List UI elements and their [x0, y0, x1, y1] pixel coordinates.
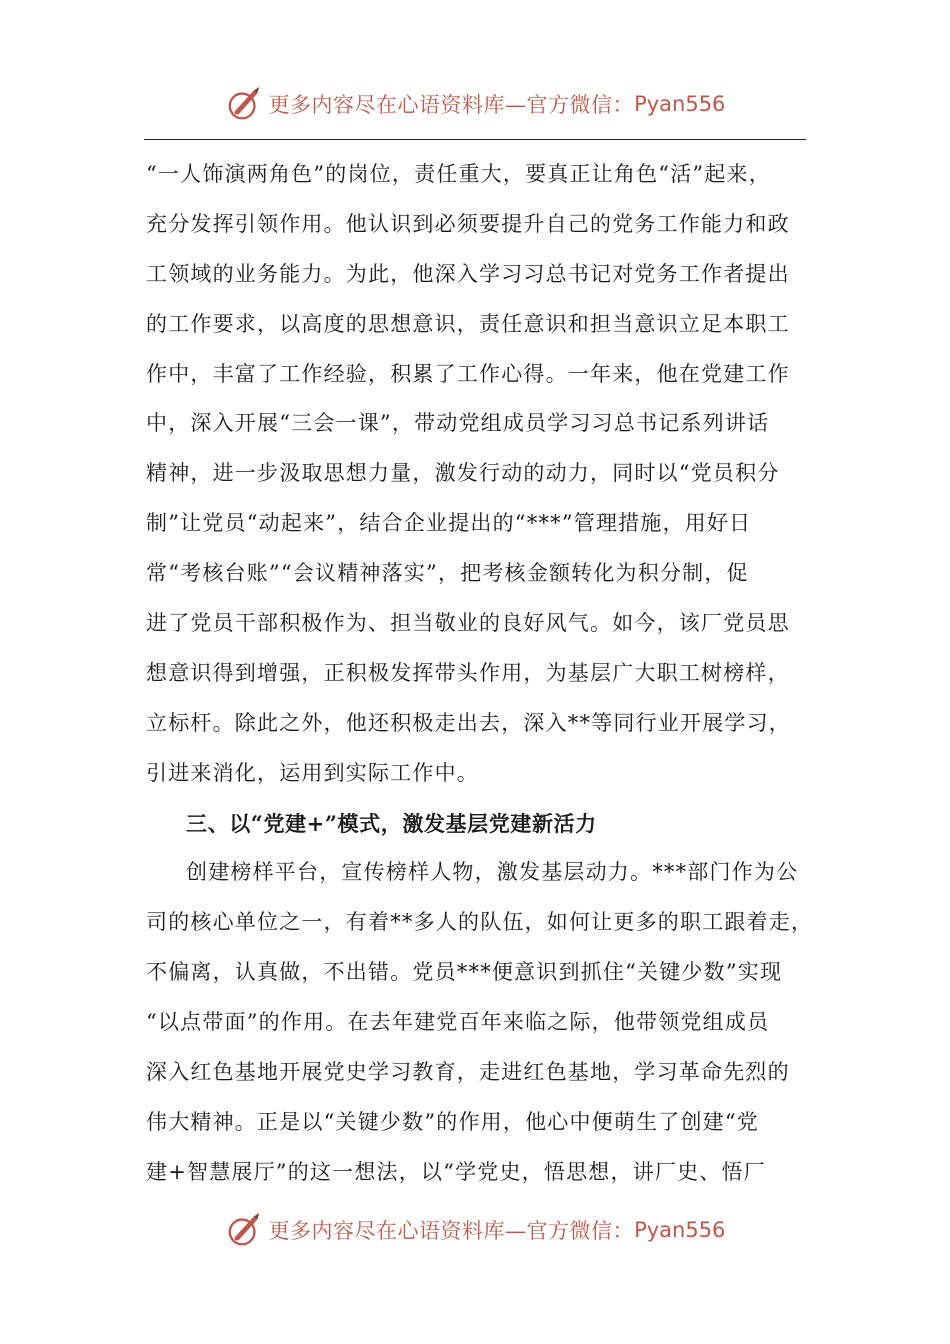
banner-site-text: 更多内容尽在心语资料库—官方微信： — [268, 93, 635, 117]
section-line: 伟大精神。正是以“关键少数”的作用，他心中便萌生了创建“党 — [146, 1109, 760, 1134]
body-line: 进了党员干部积极作为、担当敬业的良好风气。如今，该厂党员思 — [146, 611, 790, 636]
body-line: 常“考核台账”“会议精神落实”，把考核金额转化为积分制，促 — [146, 561, 749, 586]
banner-wechat-id: Pyan556 — [634, 1218, 726, 1242]
body-line: 立标杆。除此之外，他还积极走出去，深入**等同行业开展学习， — [146, 710, 791, 735]
body-line: 的工作要求，以高度的思想意识，责任意识和担当意识立足本职工 — [146, 311, 790, 336]
quill-seal-logo-icon — [225, 1211, 263, 1249]
quill-seal-logo-icon — [225, 85, 263, 123]
body-line: 中，深入开展“三会一课”，带动党组成员学习习总书记系列讲话 — [146, 411, 770, 436]
footer-banner — [0, 1208, 950, 1252]
body-line: “一人饰演两角色”的岗位，责任重大，要真正让角色“活”起来， — [146, 162, 771, 186]
header-banner — [0, 82, 950, 126]
body-line: 作中，丰富了工作经验，积累了工作心得。一年来，他在党建工作 — [146, 361, 790, 386]
banner-site-text: 更多内容尽在心语资料库—官方微信： — [268, 1219, 635, 1243]
section-first-line: 创建榜样平台，宣传榜样人物，激发基层动力。***部门作为公 — [186, 860, 799, 885]
section-line: 深入红色基地开展党史学习教育，走进红色基地，学习革命先烈的 — [146, 1060, 790, 1085]
section-line: “以点带面”的作用。在去年建党百年来临之际，他带领党组成员 — [146, 1010, 770, 1035]
section-line: 不偏离，认真做，不出错。党员***便意识到抓住“关键少数”实现 — [146, 960, 783, 985]
body-line: 想意识得到增强，正积极发挥带头作用，为基层广大职工树榜样， — [146, 660, 790, 685]
banner-wechat-id: Pyan556 — [634, 92, 726, 116]
body-line: 制”让党员“动起来”，结合企业提出的“***”管理措施，用好日 — [146, 511, 752, 536]
section-line: 建+智慧展厅”的这一想法，以“学党史，悟思想，讲厂史、悟厂 — [146, 1159, 766, 1184]
body-line: 工领域的业务能力。为此，他深入学习习总书记对党务工作者提出 — [146, 261, 790, 286]
body-line: 充分发挥引领作用。他认识到必须要提升自己的党务工作能力和政 — [146, 211, 790, 236]
body-line: 引进来消化，运用到实际工作中。 — [146, 760, 479, 785]
body-line: 精神，进一步汲取思想力量，激发行动的动力，同时以“党员积分 — [146, 461, 780, 486]
section-heading: 三、以“党建+”模式，激发基层党建新活力 — [186, 810, 597, 836]
document-body — [146, 150, 818, 1198]
header-rule — [144, 139, 806, 140]
section-line: 司的核心单位之一，有着**多人的队伍，如何让更多的职工跟着走， — [146, 910, 814, 935]
